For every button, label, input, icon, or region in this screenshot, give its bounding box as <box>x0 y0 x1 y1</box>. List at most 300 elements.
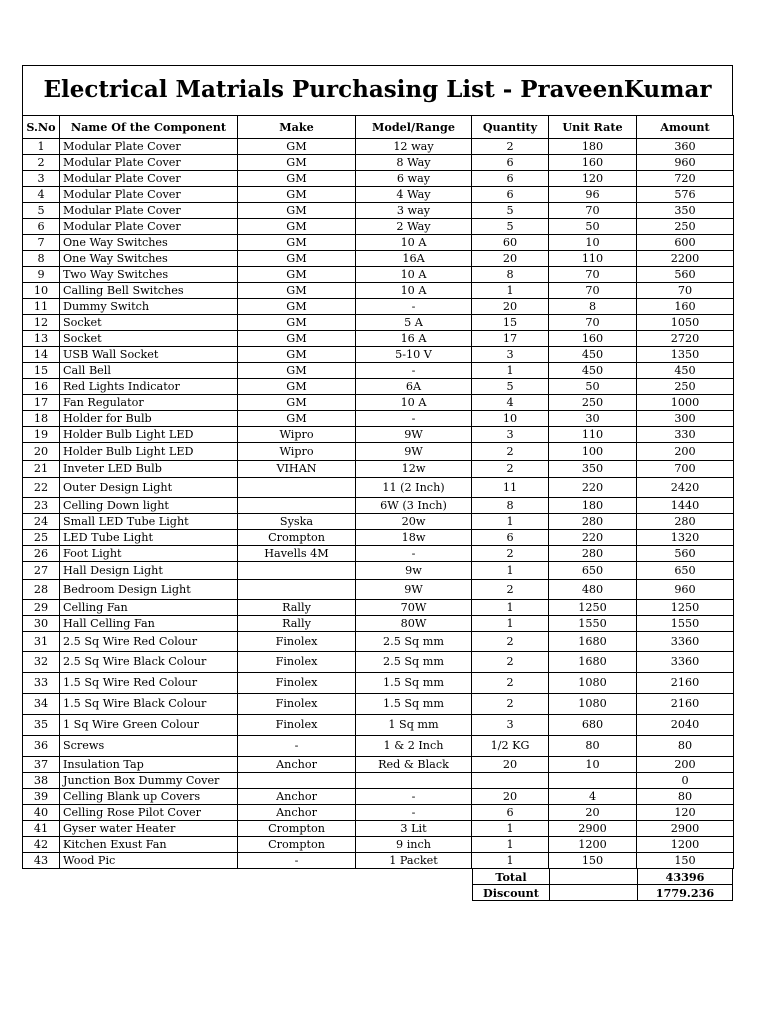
cell-quantity: 2 <box>472 652 549 673</box>
cell-component: Screws <box>60 736 238 757</box>
cell-unit-rate: 480 <box>549 580 637 600</box>
cell-model: 12 way <box>356 139 472 155</box>
cell-model: 5-10 V <box>356 347 472 363</box>
col-header-model: Model/Range <box>356 116 472 139</box>
cell-make: Wipro <box>238 427 356 443</box>
cell-make: GM <box>238 347 356 363</box>
col-header-quantity: Quantity <box>472 116 549 139</box>
cell-amount: 70 <box>637 283 734 299</box>
cell-sno: 31 <box>23 632 60 652</box>
cell-unit-rate: 680 <box>549 715 637 736</box>
cell-make: GM <box>238 267 356 283</box>
summary-label: Total <box>473 869 550 885</box>
cell-quantity: 20 <box>472 789 549 805</box>
cell-unit-rate: 4 <box>549 789 637 805</box>
cell-unit-rate: 1250 <box>549 600 637 616</box>
cell-quantity: 1 <box>472 853 549 869</box>
cell-model: 3 way <box>356 203 472 219</box>
cell-quantity: 5 <box>472 379 549 395</box>
cell-sno: 34 <box>23 694 60 715</box>
cell-model: 6 way <box>356 171 472 187</box>
cell-make: Finolex <box>238 694 356 715</box>
table-row <box>23 580 734 600</box>
cell-amount: 3360 <box>637 632 734 652</box>
cell-model: 70W <box>356 600 472 616</box>
cell-amount: 560 <box>637 267 734 283</box>
cell-unit-rate: 50 <box>549 379 637 395</box>
cell-sno: 21 <box>23 461 60 478</box>
cell-sno: 36 <box>23 736 60 757</box>
cell-amount: 120 <box>637 805 734 821</box>
cell-quantity: 15 <box>472 315 549 331</box>
cell-amount: 576 <box>637 187 734 203</box>
table-row <box>23 498 734 514</box>
table-row <box>23 395 734 411</box>
table-row <box>23 363 734 379</box>
cell-model: 10 A <box>356 235 472 251</box>
cell-make: Finolex <box>238 632 356 652</box>
cell-unit-rate: 70 <box>549 203 637 219</box>
cell-sno: 43 <box>23 853 60 869</box>
summary-value: 43396 <box>638 869 733 885</box>
cell-component: Hall Celling Fan <box>60 616 238 632</box>
cell-quantity: 1 <box>472 616 549 632</box>
col-header-component: Name Of the Component <box>60 116 238 139</box>
cell-sno: 7 <box>23 235 60 251</box>
cell-make: GM <box>238 171 356 187</box>
summary-value: 1779.236 <box>638 885 733 901</box>
cell-component: Inveter LED Bulb <box>60 461 238 478</box>
cell-sno: 42 <box>23 837 60 853</box>
cell-model: 9 inch <box>356 837 472 853</box>
cell-sno: 27 <box>23 562 60 580</box>
cell-make: GM <box>238 235 356 251</box>
cell-component: LED Tube Light <box>60 530 238 546</box>
cell-model: 1 & 2 Inch <box>356 736 472 757</box>
cell-model: 1.5 Sq mm <box>356 694 472 715</box>
cell-quantity: 1 <box>472 514 549 530</box>
cell-make <box>238 478 356 498</box>
cell-model <box>356 773 472 789</box>
table-row <box>23 299 734 315</box>
cell-sno: 8 <box>23 251 60 267</box>
cell-amount: 160 <box>637 299 734 315</box>
cell-model: 9W <box>356 443 472 461</box>
cell-sno: 13 <box>23 331 60 347</box>
cell-unit-rate: 50 <box>549 219 637 235</box>
cell-model: 16A <box>356 251 472 267</box>
cell-unit-rate: 1080 <box>549 694 637 715</box>
cell-make: Finolex <box>238 652 356 673</box>
cell-model: - <box>356 805 472 821</box>
cell-sno: 20 <box>23 443 60 461</box>
cell-make <box>238 773 356 789</box>
cell-component: Red Lights Indicator <box>60 379 238 395</box>
col-header-amount: Amount <box>637 116 734 139</box>
cell-make: GM <box>238 379 356 395</box>
cell-amount: 2200 <box>637 251 734 267</box>
cell-model: 10 A <box>356 395 472 411</box>
cell-unit-rate: 180 <box>549 139 637 155</box>
cell-unit-rate: 1680 <box>549 652 637 673</box>
cell-unit-rate: 450 <box>549 363 637 379</box>
cell-quantity <box>472 773 549 789</box>
cell-component: Holder Bulb Light LED <box>60 443 238 461</box>
table-row <box>23 203 734 219</box>
summary-row <box>473 869 733 885</box>
cell-make: GM <box>238 251 356 267</box>
table-row <box>23 715 734 736</box>
summary-table <box>472 868 733 901</box>
cell-amount: 250 <box>637 379 734 395</box>
cell-component: 1.5 Sq Wire Red Colour <box>60 673 238 694</box>
cell-component: Celling Blank up Covers <box>60 789 238 805</box>
cell-sno: 10 <box>23 283 60 299</box>
cell-make: GM <box>238 283 356 299</box>
cell-amount: 560 <box>637 546 734 562</box>
cell-component: Holder Bulb Light LED <box>60 427 238 443</box>
cell-quantity: 60 <box>472 235 549 251</box>
cell-make: GM <box>238 203 356 219</box>
cell-quantity: 5 <box>472 203 549 219</box>
cell-unit-rate: 350 <box>549 461 637 478</box>
cell-model: 16 A <box>356 331 472 347</box>
sheet-title: Electrical Matrials Purchasing List - PraveenKumar <box>22 65 733 115</box>
cell-quantity: 17 <box>472 331 549 347</box>
cell-sno: 5 <box>23 203 60 219</box>
cell-model: - <box>356 546 472 562</box>
table-row <box>23 315 734 331</box>
cell-sno: 40 <box>23 805 60 821</box>
cell-amount: 1320 <box>637 530 734 546</box>
cell-quantity: 2 <box>472 461 549 478</box>
cell-component: Insulation Tap <box>60 757 238 773</box>
cell-component: Junction Box Dummy Cover <box>60 773 238 789</box>
cell-component: 1 Sq Wire Green Colour <box>60 715 238 736</box>
cell-unit-rate: 280 <box>549 546 637 562</box>
cell-amount: 720 <box>637 171 734 187</box>
cell-quantity: 8 <box>472 267 549 283</box>
table-row <box>23 632 734 652</box>
cell-component: Foot Light <box>60 546 238 562</box>
cell-amount: 280 <box>637 514 734 530</box>
cell-unit-rate: 10 <box>549 757 637 773</box>
cell-make: Anchor <box>238 805 356 821</box>
cell-quantity: 1 <box>472 562 549 580</box>
summary-row <box>473 885 733 901</box>
table-row <box>23 155 734 171</box>
cell-sno: 30 <box>23 616 60 632</box>
cell-unit-rate: 100 <box>549 443 637 461</box>
table-row <box>23 461 734 478</box>
table-row <box>23 171 734 187</box>
cell-model: 6A <box>356 379 472 395</box>
cell-model: 4 Way <box>356 187 472 203</box>
purchase-sheet <box>22 65 733 900</box>
cell-unit-rate <box>549 773 637 789</box>
cell-quantity: 1/2 KG <box>472 736 549 757</box>
cell-unit-rate: 150 <box>549 853 637 869</box>
cell-component: Dummy Switch <box>60 299 238 315</box>
cell-component: 2.5 Sq Wire Black Colour <box>60 652 238 673</box>
cell-sno: 19 <box>23 427 60 443</box>
cell-model: 9W <box>356 427 472 443</box>
cell-model: 3 Lit <box>356 821 472 837</box>
cell-amount: 2040 <box>637 715 734 736</box>
cell-make: Crompton <box>238 837 356 853</box>
cell-sno: 15 <box>23 363 60 379</box>
cell-make: GM <box>238 363 356 379</box>
cell-unit-rate: 70 <box>549 315 637 331</box>
cell-unit-rate: 220 <box>549 530 637 546</box>
cell-model: 2.5 Sq mm <box>356 652 472 673</box>
cell-unit-rate: 220 <box>549 478 637 498</box>
cell-make: Rally <box>238 600 356 616</box>
table-row <box>23 478 734 498</box>
cell-amount: 960 <box>637 155 734 171</box>
cell-amount: 150 <box>637 853 734 869</box>
cell-component: Hall Design Light <box>60 562 238 580</box>
cell-sno: 14 <box>23 347 60 363</box>
cell-component: Small LED Tube Light <box>60 514 238 530</box>
cell-amount: 200 <box>637 757 734 773</box>
cell-amount: 2160 <box>637 673 734 694</box>
cell-component: Wood Pic <box>60 853 238 869</box>
cell-amount: 450 <box>637 363 734 379</box>
cell-sno: 16 <box>23 379 60 395</box>
cell-amount: 350 <box>637 203 734 219</box>
cell-unit-rate: 160 <box>549 155 637 171</box>
table-row <box>23 562 734 580</box>
cell-amount: 3360 <box>637 652 734 673</box>
cell-unit-rate: 450 <box>549 347 637 363</box>
cell-make: Crompton <box>238 821 356 837</box>
cell-amount: 300 <box>637 411 734 427</box>
cell-model: 11 (2 Inch) <box>356 478 472 498</box>
cell-component: Fan Regulator <box>60 395 238 411</box>
cell-unit-rate: 160 <box>549 331 637 347</box>
cell-sno: 38 <box>23 773 60 789</box>
cell-quantity: 3 <box>472 347 549 363</box>
cell-model: 8 Way <box>356 155 472 171</box>
cell-model: 1 Sq mm <box>356 715 472 736</box>
cell-quantity: 1 <box>472 283 549 299</box>
cell-component: Two Way Switches <box>60 267 238 283</box>
cell-quantity: 8 <box>472 498 549 514</box>
cell-component: Modular Plate Cover <box>60 203 238 219</box>
cell-quantity: 20 <box>472 757 549 773</box>
cell-make: GM <box>238 411 356 427</box>
cell-model: 9W <box>356 580 472 600</box>
cell-make: GM <box>238 139 356 155</box>
cell-sno: 22 <box>23 478 60 498</box>
cell-sno: 33 <box>23 673 60 694</box>
cell-make: Syska <box>238 514 356 530</box>
cell-amount: 2720 <box>637 331 734 347</box>
cell-quantity: 2 <box>472 694 549 715</box>
col-header-make: Make <box>238 116 356 139</box>
cell-make: - <box>238 853 356 869</box>
cell-sno: 2 <box>23 155 60 171</box>
cell-unit-rate: 70 <box>549 283 637 299</box>
cell-sno: 28 <box>23 580 60 600</box>
cell-quantity: 1 <box>472 600 549 616</box>
cell-model: 6W (3 Inch) <box>356 498 472 514</box>
summary-blank <box>550 885 638 901</box>
cell-amount: 80 <box>637 789 734 805</box>
summary-label: Discount <box>473 885 550 901</box>
cell-amount: 960 <box>637 580 734 600</box>
cell-sno: 37 <box>23 757 60 773</box>
cell-model: - <box>356 411 472 427</box>
table-row <box>23 379 734 395</box>
cell-unit-rate: 96 <box>549 187 637 203</box>
cell-amount: 1050 <box>637 315 734 331</box>
cell-component: Celling Fan <box>60 600 238 616</box>
cell-component: Bedroom Design Light <box>60 580 238 600</box>
cell-component: Modular Plate Cover <box>60 171 238 187</box>
cell-quantity: 4 <box>472 395 549 411</box>
cell-model: 20w <box>356 514 472 530</box>
cell-model: 2.5 Sq mm <box>356 632 472 652</box>
table-row <box>23 673 734 694</box>
cell-unit-rate: 30 <box>549 411 637 427</box>
header-row <box>23 116 734 139</box>
cell-amount: 330 <box>637 427 734 443</box>
cell-model: 18w <box>356 530 472 546</box>
cell-component: One Way Switches <box>60 235 238 251</box>
table-row <box>23 427 734 443</box>
cell-component: Socket <box>60 331 238 347</box>
cell-amount: 650 <box>637 562 734 580</box>
cell-sno: 17 <box>23 395 60 411</box>
table-row <box>23 235 734 251</box>
cell-quantity: 1 <box>472 363 549 379</box>
cell-unit-rate: 1200 <box>549 837 637 853</box>
table-row <box>23 821 734 837</box>
cell-make: Finolex <box>238 673 356 694</box>
cell-component: Modular Plate Cover <box>60 187 238 203</box>
summary-blank <box>550 869 638 885</box>
cell-make: Rally <box>238 616 356 632</box>
table-row <box>23 514 734 530</box>
cell-unit-rate: 1680 <box>549 632 637 652</box>
table-row <box>23 443 734 461</box>
cell-component: Call Bell <box>60 363 238 379</box>
cell-sno: 6 <box>23 219 60 235</box>
table-row <box>23 347 734 363</box>
cell-unit-rate: 1550 <box>549 616 637 632</box>
cell-model: 1.5 Sq mm <box>356 673 472 694</box>
table-row <box>23 837 734 853</box>
cell-sno: 23 <box>23 498 60 514</box>
cell-amount: 1000 <box>637 395 734 411</box>
cell-component: 1.5 Sq Wire Black Colour <box>60 694 238 715</box>
cell-sno: 25 <box>23 530 60 546</box>
table-row <box>23 616 734 632</box>
cell-quantity: 5 <box>472 219 549 235</box>
cell-component: Outer Design Light <box>60 478 238 498</box>
cell-make: GM <box>238 155 356 171</box>
cell-sno: 32 <box>23 652 60 673</box>
table-row <box>23 283 734 299</box>
cell-model: 10 A <box>356 267 472 283</box>
cell-quantity: 2 <box>472 139 549 155</box>
cell-model: 1 Packet <box>356 853 472 869</box>
cell-unit-rate: 650 <box>549 562 637 580</box>
cell-unit-rate: 2900 <box>549 821 637 837</box>
table-row <box>23 600 734 616</box>
cell-component: Modular Plate Cover <box>60 219 238 235</box>
cell-quantity: 2 <box>472 546 549 562</box>
cell-amount: 1250 <box>637 600 734 616</box>
cell-component: Modular Plate Cover <box>60 139 238 155</box>
table-row <box>23 139 734 155</box>
cell-make: GM <box>238 331 356 347</box>
cell-quantity: 11 <box>472 478 549 498</box>
cell-model: 9w <box>356 562 472 580</box>
cell-quantity: 2 <box>472 443 549 461</box>
col-header-unit-rate: Unit Rate <box>549 116 637 139</box>
cell-unit-rate: 250 <box>549 395 637 411</box>
cell-unit-rate: 120 <box>549 171 637 187</box>
cell-make: Crompton <box>238 530 356 546</box>
cell-quantity: 6 <box>472 187 549 203</box>
cell-make: GM <box>238 299 356 315</box>
cell-quantity: 3 <box>472 427 549 443</box>
cell-component: Gyser water Heater <box>60 821 238 837</box>
cell-make: Finolex <box>238 715 356 736</box>
cell-make: Anchor <box>238 789 356 805</box>
cell-sno: 24 <box>23 514 60 530</box>
cell-sno: 41 <box>23 821 60 837</box>
cell-model: Red & Black <box>356 757 472 773</box>
cell-unit-rate: 110 <box>549 427 637 443</box>
cell-sno: 39 <box>23 789 60 805</box>
cell-amount: 1550 <box>637 616 734 632</box>
cell-component: Holder for Bulb <box>60 411 238 427</box>
cell-quantity: 6 <box>472 155 549 171</box>
cell-model: - <box>356 363 472 379</box>
cell-quantity: 6 <box>472 171 549 187</box>
cell-amount: 1200 <box>637 837 734 853</box>
cell-unit-rate: 280 <box>549 514 637 530</box>
cell-component: Celling Rose Pilot Cover <box>60 805 238 821</box>
table-row <box>23 757 734 773</box>
col-header-sno: S.No <box>23 116 60 139</box>
cell-amount: 200 <box>637 443 734 461</box>
cell-amount: 2160 <box>637 694 734 715</box>
table-row <box>23 267 734 283</box>
cell-make <box>238 580 356 600</box>
cell-model: 5 A <box>356 315 472 331</box>
cell-make: Havells 4M <box>238 546 356 562</box>
table-row <box>23 853 734 869</box>
cell-model: 12w <box>356 461 472 478</box>
cell-amount: 2900 <box>637 821 734 837</box>
cell-make: Wipro <box>238 443 356 461</box>
cell-sno: 11 <box>23 299 60 315</box>
cell-sno: 26 <box>23 546 60 562</box>
cell-model: 2 Way <box>356 219 472 235</box>
cell-quantity: 2 <box>472 632 549 652</box>
cell-amount: 1440 <box>637 498 734 514</box>
cell-quantity: 20 <box>472 251 549 267</box>
cell-make <box>238 498 356 514</box>
cell-quantity: 6 <box>472 530 549 546</box>
cell-amount: 600 <box>637 235 734 251</box>
cell-sno: 12 <box>23 315 60 331</box>
